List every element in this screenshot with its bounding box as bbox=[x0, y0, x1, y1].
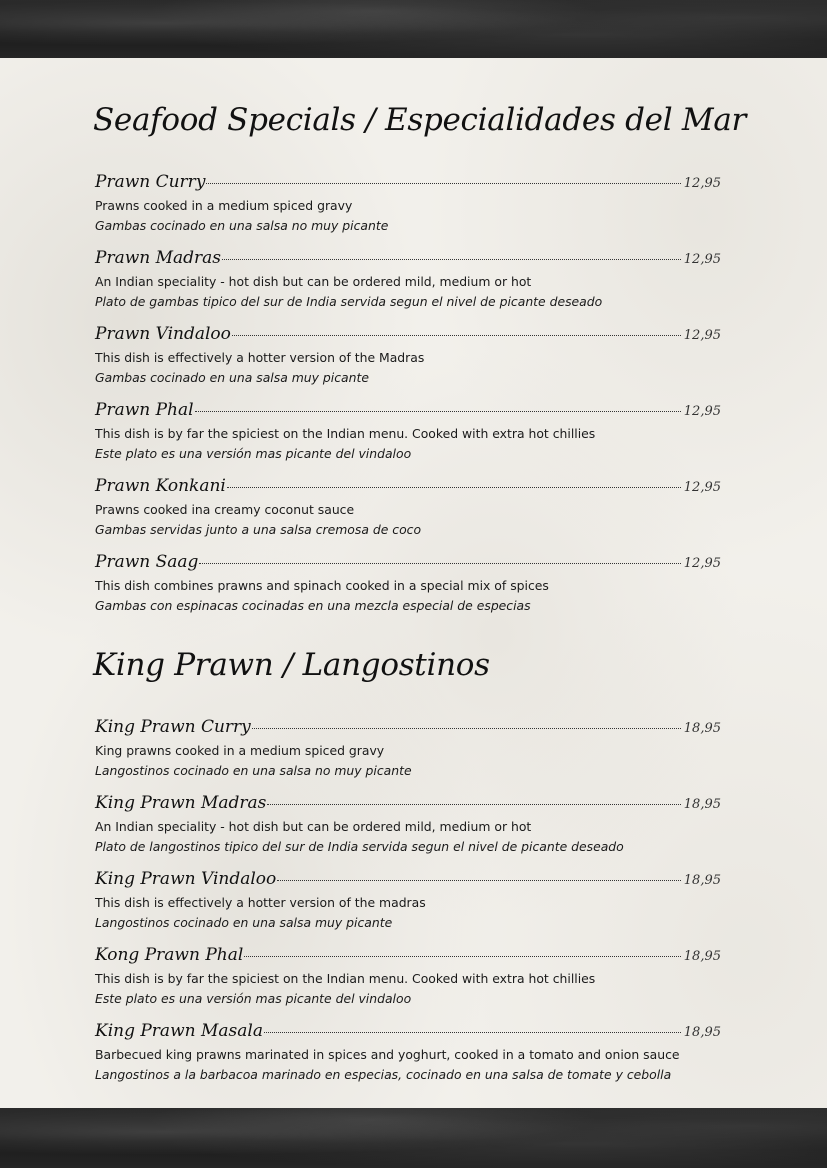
bottom-stone-band bbox=[0, 1108, 827, 1168]
item-description-spanish: Langostinos cocinado en una salsa muy picante bbox=[95, 915, 393, 930]
dot-leader bbox=[277, 880, 681, 881]
item-name: Kong Prawn Phal bbox=[95, 945, 244, 965]
item-name: Prawn Curry bbox=[95, 172, 206, 192]
dot-leader bbox=[244, 956, 681, 957]
item-description-spanish: Gambas cocinado en una salsa muy picante bbox=[95, 370, 369, 385]
item-name: Prawn Phal bbox=[95, 400, 194, 420]
item-name: King Prawn Masala bbox=[95, 1021, 263, 1041]
menu-item-king-prawn-madras bbox=[95, 793, 721, 859]
menu-item-prawn-curry bbox=[95, 172, 721, 238]
menu-item-king-prawn-vindaloo bbox=[95, 869, 721, 935]
menu-item-king-prawn-curry bbox=[95, 717, 721, 783]
menu-item-prawn-phal bbox=[95, 400, 721, 466]
item-description-english: An Indian speciality - hot dish but can be ordered mild, medium or hot bbox=[95, 819, 532, 834]
item-description-english: King prawns cooked in a medium spiced gravy bbox=[95, 743, 385, 758]
menu-item-prawn-konkani bbox=[95, 476, 721, 542]
item-price: 18,95 bbox=[683, 1025, 721, 1040]
item-price: 18,95 bbox=[683, 721, 721, 736]
item-description-english: This dish combines prawns and spinach cooked in a special mix of spices bbox=[95, 578, 549, 593]
item-description-english: This dish is by far the spiciest on the Indian menu. Cooked with extra hot chillies bbox=[95, 971, 596, 986]
item-price: 12,95 bbox=[683, 556, 721, 571]
item-price: 18,95 bbox=[683, 873, 721, 888]
dot-leader bbox=[232, 335, 681, 336]
top-stone-band bbox=[0, 0, 827, 58]
item-description-spanish: Langostinos cocinado en una salsa no muy picante bbox=[95, 763, 412, 778]
item-description-english: An Indian speciality - hot dish but can be ordered mild, medium or hot bbox=[95, 274, 532, 289]
dot-leader bbox=[206, 183, 680, 184]
item-description-spanish: Plato de langostinos tipico del sur de India servida segun el nivel de picante deseado bbox=[95, 839, 624, 854]
item-price: 12,95 bbox=[683, 480, 721, 495]
dot-leader bbox=[264, 1032, 681, 1033]
item-price: 12,95 bbox=[683, 404, 721, 419]
item-description-spanish: Este plato es una versión mas picante del vindaloo bbox=[95, 991, 412, 1006]
item-name: Prawn Vindaloo bbox=[95, 324, 231, 344]
dot-leader bbox=[222, 259, 681, 260]
item-description-spanish: Gambas servidas junto a una salsa cremosa de coco bbox=[95, 522, 422, 537]
dot-leader bbox=[227, 487, 681, 488]
item-name: Prawn Saag bbox=[95, 552, 199, 572]
dot-leader bbox=[252, 728, 681, 729]
menu-item-king-prawn-masala bbox=[95, 1021, 721, 1087]
item-name: King Prawn Madras bbox=[95, 793, 267, 813]
item-description-english: This dish is effectively a hotter version of the Madras bbox=[95, 350, 425, 365]
item-price: 12,95 bbox=[683, 176, 721, 191]
item-description-spanish: Plato de gambas tipico del sur de India servida segun el nivel de picante deseado bbox=[95, 294, 603, 309]
section-title-seafood-specials: Seafood Specials / Especialidades del Mar bbox=[93, 102, 747, 138]
menu-item-prawn-saag bbox=[95, 552, 721, 618]
item-name: King Prawn Vindaloo bbox=[95, 869, 277, 889]
menu-item-prawn-vindaloo bbox=[95, 324, 721, 390]
item-price: 18,95 bbox=[683, 949, 721, 964]
item-description-spanish: Langostinos a la barbacoa marinado en especias, cocinado en una salsa de tomate y cebolla bbox=[95, 1067, 672, 1082]
item-name: Prawn Konkani bbox=[95, 476, 226, 496]
item-name: Prawn Madras bbox=[95, 248, 222, 268]
item-description-english: Prawns cooked in a medium spiced gravy bbox=[95, 198, 353, 213]
item-description-english: This dish is by far the spiciest on the Indian menu. Cooked with extra hot chillies bbox=[95, 426, 596, 441]
item-price: 12,95 bbox=[683, 252, 721, 267]
dot-leader bbox=[199, 563, 680, 564]
section-title-king-prawn: King Prawn / Langostinos bbox=[93, 647, 490, 683]
menu-item-prawn-madras bbox=[95, 248, 721, 314]
item-description-spanish: Este plato es una versión mas picante del vindaloo bbox=[95, 446, 412, 461]
dot-leader bbox=[267, 804, 680, 805]
item-description-spanish: Gambas con espinacas cocinadas en una mezcla especial de especias bbox=[95, 598, 531, 613]
item-name: King Prawn Curry bbox=[95, 717, 251, 737]
dot-leader bbox=[195, 411, 681, 412]
item-price: 18,95 bbox=[683, 797, 721, 812]
item-description-english: Barbecued king prawns marinated in spices and yoghurt, cooked in a tomato and onion sauce bbox=[95, 1047, 680, 1062]
item-price: 12,95 bbox=[683, 328, 721, 343]
item-description-spanish: Gambas cocinado en una salsa no muy picante bbox=[95, 218, 389, 233]
item-description-english: Prawns cooked ina creamy coconut sauce bbox=[95, 502, 355, 517]
menu-item-kong-prawn-phal bbox=[95, 945, 721, 1011]
item-description-english: This dish is effectively a hotter version of the madras bbox=[95, 895, 426, 910]
